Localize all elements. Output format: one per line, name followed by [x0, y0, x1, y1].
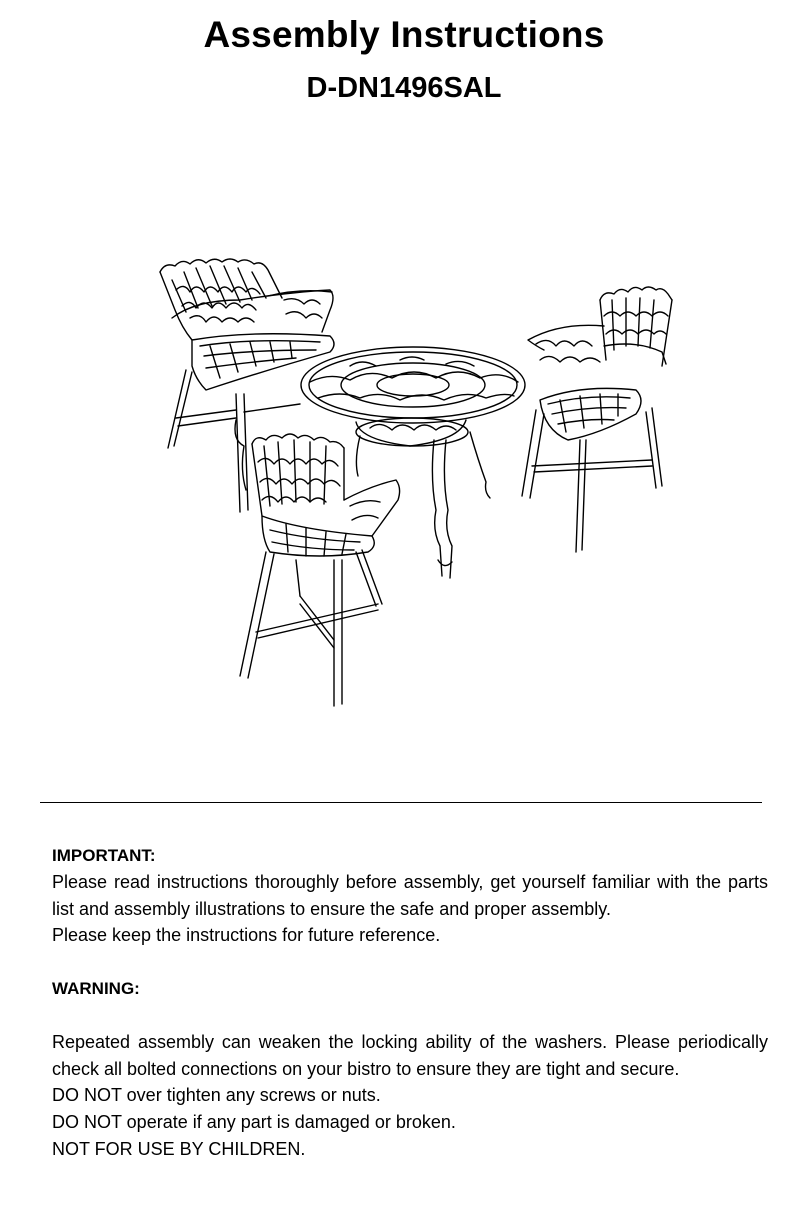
page-title: Assembly Instructions — [203, 14, 605, 55]
bistro-set-illustration — [150, 250, 680, 720]
right-chair-drawing — [522, 287, 672, 552]
important-paragraph: Please read instructions thoroughly before assembly, get yourself familiar with the parts list and assembly illustrations to ensure the safe and proper assembly. — [52, 872, 768, 919]
model-number: D-DN1496SAL — [306, 72, 502, 104]
left-chair-drawing — [160, 259, 334, 512]
warning-heading: WARNING: — [52, 979, 140, 998]
important-heading: IMPORTANT: — [52, 846, 156, 865]
section-divider — [40, 802, 762, 803]
important-note: Please keep the instructions for future reference. — [52, 925, 441, 946]
warning-line-overtighten: DO NOT over tighten any screws or nuts. — [52, 1085, 381, 1106]
front-chair-drawing — [240, 434, 400, 706]
warning-paragraph: Repeated assembly can weaken the locking ability of the washers. Please periodically check all bolted connections on your bistro to ensure they are tight and secure. — [52, 1032, 768, 1079]
important-body — [52, 869, 768, 949]
warning-body — [52, 1029, 768, 1136]
warning-line-damaged: DO NOT operate if any part is damaged or broken. — [52, 1112, 456, 1133]
children-notice: NOT FOR USE BY CHILDREN. — [52, 1139, 306, 1159]
